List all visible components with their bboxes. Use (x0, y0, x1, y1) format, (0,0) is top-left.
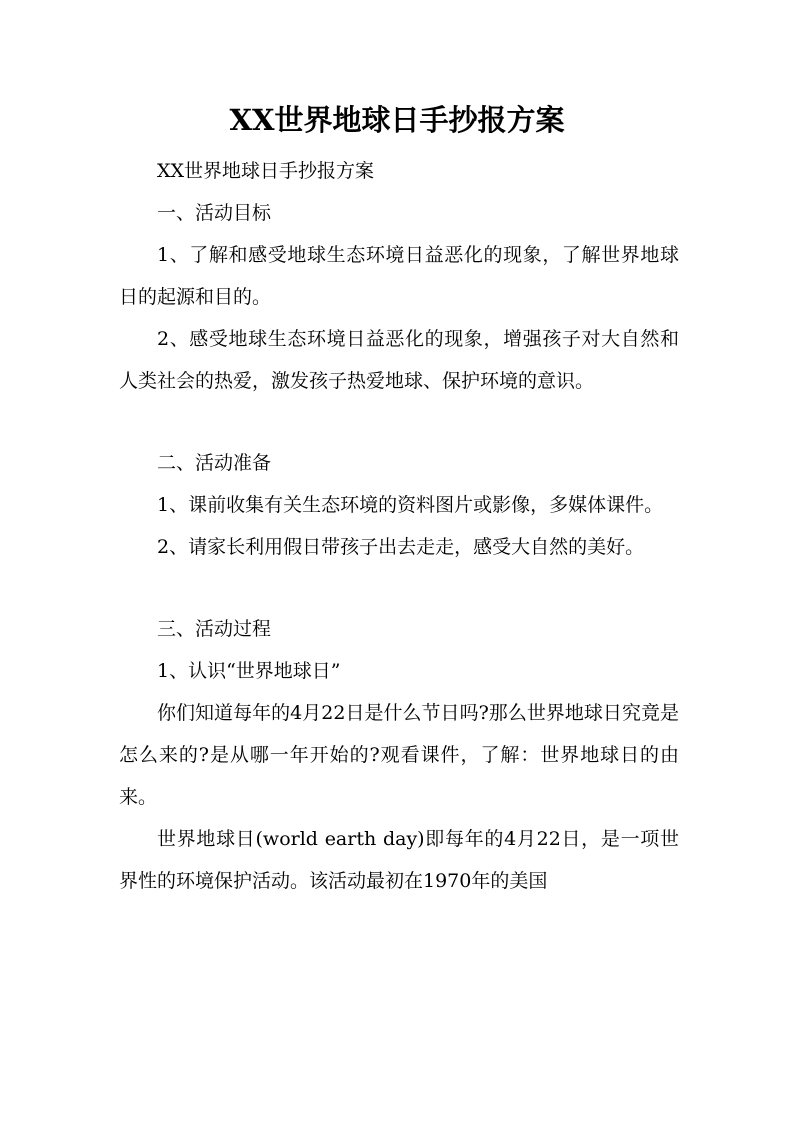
section-heading-preparation: 二、活动准备 (157, 452, 272, 474)
document-title: XX世界地球日手抄报方案 (229, 103, 565, 137)
goal-item-1: 1、了解和感受地球生态环境日益恶化的现象，了解世界地球日的起源和目的。 (119, 244, 679, 308)
process-question-paragraph: 你们知道每年的4月22日是什么节日吗?那么世界地球日究竟是怎么来的?是从哪一年开始的?观看课件，了解：世界地球日的由来。 (119, 702, 679, 808)
earth-day-description: 世界地球日(world earth day)即每年的4月22日，是一项世界性的环境保护活动。该活动最初在1970年的美国 (119, 828, 679, 892)
paragraph-spacer (119, 402, 679, 442)
section-heading-process: 三、活动过程 (157, 618, 272, 640)
intro-paragraph: XX世界地球日手抄报方案 (157, 160, 375, 182)
preparation-item-1: 1、课前收集有关生态环境的资料图片或影像，多媒体课件。 (157, 494, 664, 516)
goal-item-2: 2、感受地球生态环境日益恶化的现象，增强孩子对大自然和人类社会的热爱，激发孩子热爱地球、保护环境的意识。 (119, 328, 679, 392)
section-heading-goals: 一、活动目标 (157, 202, 272, 224)
preparation-item-2: 2、请家长利用假日带孩子出去走走，感受大自然的美好。 (157, 536, 645, 558)
paragraph-spacer (119, 568, 679, 608)
document-body (119, 150, 679, 902)
process-step-1: 1、认识“世界地球日” (157, 660, 341, 682)
